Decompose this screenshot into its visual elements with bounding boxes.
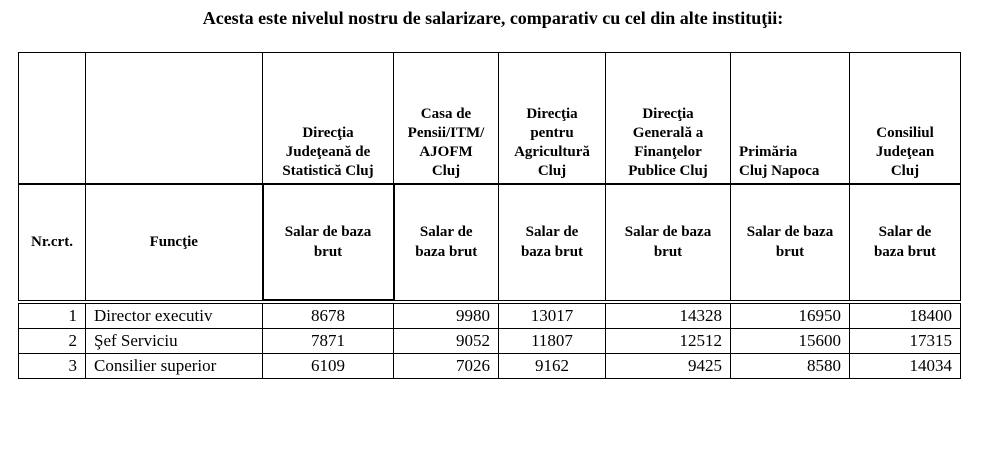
institution-name-line: Judeţeană de: [285, 144, 371, 160]
institution-name-line: Statistică Cluj: [282, 163, 374, 179]
salary-value: 8580: [731, 354, 850, 379]
function-name: Consilier superior: [86, 354, 263, 379]
institution-name-line: Finanţelor: [634, 144, 702, 160]
institution-name-line: pentru: [530, 125, 574, 141]
institution-name-line: Judeţean: [875, 144, 935, 160]
salary-value: 7871: [263, 329, 394, 354]
institution-header: [499, 53, 606, 185]
salary-value: 9425: [606, 354, 731, 379]
salary-header-line: baza brut: [520, 244, 584, 261]
salary-header-line: Salar de baza: [624, 224, 712, 241]
institution-header: [850, 53, 961, 185]
salary-header-line: brut: [313, 244, 343, 260]
salary-value: 9052: [394, 329, 499, 354]
salary-value: 16950: [731, 304, 850, 329]
salary-value: 15600: [731, 329, 850, 354]
institution-name-line: Casa de: [420, 106, 472, 122]
salary-value: 11807: [499, 329, 606, 354]
page-title: Acesta este nivelul nostru de salarizare, comparativ cu cel din alte instituţii:: [202, 8, 784, 28]
salary-header-line: baza brut: [873, 244, 937, 261]
institution-header: [394, 53, 499, 185]
empty-header-cell: [86, 53, 263, 185]
salary-header-line: Salar de: [419, 224, 473, 241]
institution-header: [731, 53, 850, 185]
nr-crt-header: Nr.crt.: [19, 184, 86, 300]
institution-name-line: AJOFM: [419, 144, 473, 160]
row-number: 2: [19, 329, 86, 354]
salary-header-line: brut: [775, 244, 805, 261]
salary-value: 8678: [263, 304, 394, 329]
institution-header: [606, 53, 731, 185]
row-number: 1: [19, 304, 86, 329]
institution-header: [263, 53, 394, 185]
salary-value: 17315: [850, 329, 961, 354]
salary-header-line: baza brut: [415, 244, 478, 261]
salary-header: [499, 184, 606, 300]
institution-name-line: Publice Cluj: [628, 163, 708, 179]
salary-header: [850, 184, 961, 300]
salary-header-line: Salar de: [878, 224, 932, 241]
function-name: Director executiv: [86, 304, 263, 329]
institution-name-line: Generală a: [632, 125, 704, 141]
institution-name-line: Cluj: [890, 163, 920, 179]
salary-header-line: brut: [653, 244, 683, 261]
salary-comparison-table: [18, 52, 961, 379]
row-number: 3: [19, 354, 86, 379]
institution-name-line: Pensii/ITM/: [407, 125, 485, 141]
salary-header: [606, 184, 731, 300]
institution-name-line: Direcţia: [642, 106, 694, 122]
salary-value: 13017: [499, 304, 606, 329]
salary-header-line: Salar de: [525, 224, 579, 241]
empty-header-cell: [19, 53, 86, 185]
institution-name-line: Cluj Napoca: [739, 163, 820, 179]
functie-header: Funcţie: [86, 184, 263, 300]
institution-name-line: Primăria: [739, 144, 798, 160]
salary-header: [263, 184, 394, 300]
salary-value: 6109: [263, 354, 394, 379]
institution-name-line: Direcţia: [302, 125, 354, 141]
salary-value: 14328: [606, 304, 731, 329]
salary-header-line: Salar de baza: [746, 224, 834, 241]
institution-name-line: Consiliul: [876, 125, 934, 141]
table-row: [19, 354, 961, 379]
function-name: Şef Serviciu: [86, 329, 263, 354]
salary-value: 12512: [606, 329, 731, 354]
salary-value: 18400: [850, 304, 961, 329]
column-header-row: [19, 184, 961, 300]
institutions-header-row: [19, 53, 961, 185]
salary-header: [394, 184, 499, 300]
salary-header-line: Salar de baza: [284, 224, 372, 240]
institution-name-line: Direcţia: [526, 106, 578, 122]
salary-header: [731, 184, 850, 300]
institution-name-line: Agricultură: [514, 144, 590, 160]
table-row: [19, 304, 961, 329]
salary-value: 7026: [394, 354, 499, 379]
institution-name-line: Cluj: [537, 163, 567, 179]
table-row: [19, 329, 961, 354]
institution-name-line: Cluj: [431, 163, 461, 179]
salary-value: 14034: [850, 354, 961, 379]
salary-value: 9162: [499, 354, 606, 379]
salary-value: 9980: [394, 304, 499, 329]
